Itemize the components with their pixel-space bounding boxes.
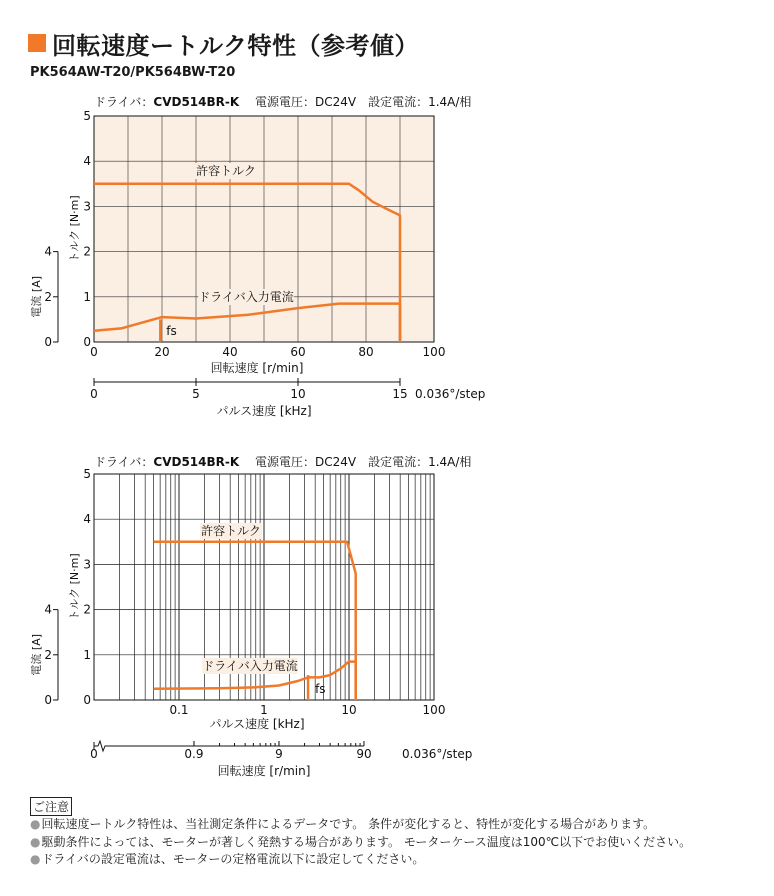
chart-speed-torque-rpm bbox=[0, 92, 774, 432]
fs-label: fs bbox=[315, 682, 326, 696]
series-label-torque: 許容トルク bbox=[201, 524, 261, 538]
secondary-axis-title: パルス速度 [kHz] bbox=[216, 404, 312, 418]
y-axis-title-torque: トルク [N·m] bbox=[68, 553, 81, 621]
y-tick-label: 5 bbox=[83, 109, 91, 123]
secondary-tick-label: 0.9 bbox=[184, 747, 204, 761]
y-axis-title-current: 電流 [A] bbox=[30, 275, 43, 318]
current-tick-label: 4 bbox=[44, 244, 52, 259]
x-axis-title: パルス速度 [kHz] bbox=[209, 717, 305, 731]
model-name: PK564AW-T20/PK564BW-T20 bbox=[30, 65, 236, 80]
y-tick-label: 2 bbox=[83, 244, 91, 259]
secondary-tick-label: 0 bbox=[90, 747, 98, 761]
current-tick-label: 2 bbox=[44, 289, 52, 304]
y-tick-label: 0 bbox=[83, 693, 91, 707]
secondary-tick-label: 9 bbox=[275, 747, 283, 761]
x-tick-label: 1 bbox=[260, 703, 268, 717]
x-tick-label: 20 bbox=[154, 345, 170, 359]
page-title: 回転速度ートルク特性（参考値） bbox=[52, 31, 420, 60]
x-tick-label: 40 bbox=[222, 345, 238, 359]
chart-speed-torque-khz bbox=[0, 452, 774, 782]
current-tick-label: 2 bbox=[44, 647, 52, 662]
y-tick-label: 3 bbox=[83, 199, 91, 214]
x-tick-label: 80 bbox=[358, 345, 374, 359]
y-tick-label: 4 bbox=[83, 154, 91, 169]
secondary-tick-label: 0 bbox=[90, 387, 98, 401]
note-item: ●回転速度ートルク特性は、当社測定条件によるデータです。 条件が変化すると、特性が変化する場合があります。 bbox=[30, 817, 656, 831]
secondary-unit-note: 0.036°/step bbox=[415, 387, 486, 401]
y-tick-label: 5 bbox=[83, 467, 91, 481]
x-tick-label: 0.1 bbox=[169, 703, 189, 717]
notes bbox=[30, 816, 691, 869]
current-tick-label: 4 bbox=[44, 602, 52, 617]
secondary-tick-label: 10 bbox=[290, 387, 306, 401]
secondary-axis-line bbox=[94, 741, 364, 751]
fs-label: fs bbox=[166, 324, 177, 338]
secondary-axis-title: 回転速度 [r/min] bbox=[217, 764, 311, 778]
note-item: ●ドライバの設定電流は、モーターの定格電流以下に設定してください。 bbox=[30, 852, 425, 866]
x-tick-label: 100 bbox=[422, 703, 446, 717]
y-tick-label: 4 bbox=[83, 512, 91, 527]
series-label-torque: 許容トルク bbox=[196, 164, 256, 178]
x-tick-label: 10 bbox=[341, 703, 357, 717]
y-tick-label: 1 bbox=[83, 289, 91, 304]
y-axis-title-current: 電流 [A] bbox=[30, 633, 43, 676]
bullet-icon: ● bbox=[30, 852, 41, 866]
secondary-tick-label: 90 bbox=[356, 747, 372, 761]
x-tick-label: 100 bbox=[422, 345, 446, 359]
secondary-tick-label: 5 bbox=[192, 387, 200, 401]
y-tick-label: 3 bbox=[83, 557, 91, 572]
chart-header: ドライバ：CVD514BR-K 電源電圧：DC24V 設定電流：1.4A/相 bbox=[94, 455, 472, 469]
x-tick-label: 60 bbox=[290, 345, 306, 359]
note-item: ●駆動条件によっては、モーターが著しく発熱する場合があります。 モーターケース温度は100℃以下でお使いください。 bbox=[30, 834, 692, 849]
secondary-tick-label: 15 bbox=[392, 387, 408, 401]
notes-heading: ご注意 bbox=[30, 797, 72, 816]
y-tick-label: 2 bbox=[83, 602, 91, 617]
x-tick-label: 0 bbox=[90, 345, 98, 359]
bullet-icon: ● bbox=[30, 817, 41, 831]
current-tick-label: 0 bbox=[44, 693, 52, 707]
y-tick-label: 0 bbox=[83, 335, 91, 349]
title-row bbox=[28, 28, 419, 58]
current-tick-label: 0 bbox=[44, 335, 52, 349]
title-square-icon bbox=[28, 34, 46, 52]
series-label-current: ドライバ入力電流 bbox=[202, 659, 298, 673]
y-axis-title-torque: トルク [N·m] bbox=[68, 195, 81, 263]
y-tick-label: 1 bbox=[83, 647, 91, 662]
x-axis-title: 回転速度 [r/min] bbox=[210, 361, 304, 375]
bullet-icon: ● bbox=[30, 834, 41, 849]
series-label-current: ドライバ入力電流 bbox=[198, 290, 294, 304]
secondary-unit-note: 0.036°/step bbox=[402, 747, 473, 761]
chart-header: ドライバ：CVD514BR-K 電源電圧：DC24V 設定電流：1.4A/相 bbox=[94, 95, 472, 109]
